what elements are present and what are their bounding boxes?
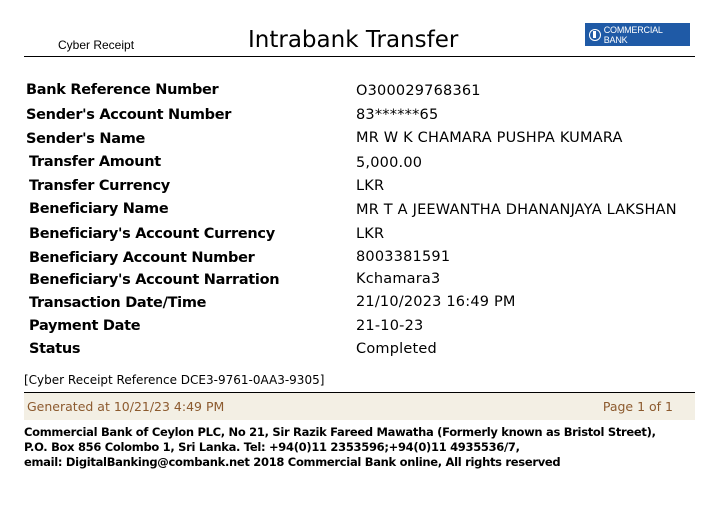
field-value-status: Completed [356, 341, 437, 357]
bank-logo-text: COMMERCIAL BANK [603, 24, 663, 45]
field-label-sender-name: Sender's Name [26, 131, 146, 147]
generated-bar [24, 392, 695, 420]
field-value-transaction-datetime: 21/10/2023 16:49 PM [356, 294, 516, 310]
footer [24, 425, 656, 470]
receipt-label: Cyber Receipt [58, 38, 135, 52]
footer-address-line: Commercial Bank of Ceylon PLC, No 21, Sir Razik Fareed Mawatha (Formerly known as Bristol Street), [24, 425, 656, 439]
field-label-transfer-currency: Transfer Currency [29, 178, 170, 194]
field-value-beneficiary-name: MR T A JEEWANTHA DHANANJAYA LAKSHAN [356, 202, 677, 218]
field-label-beneficiary-currency: Beneficiary's Account Currency [29, 226, 275, 242]
bank-logo [585, 23, 690, 46]
field-value-bank-reference: O300029768361 [356, 83, 481, 99]
field-value-beneficiary-account: 8003381591 [356, 249, 451, 265]
field-value-sender-account: 83******65 [356, 107, 439, 123]
generated-timestamp: Generated at 10/21/23 4:49 PM [27, 399, 225, 414]
bank-logo-icon [589, 29, 601, 41]
field-label-transaction-datetime: Transaction Date/Time [29, 295, 207, 311]
field-value-transfer-currency: LKR [356, 178, 385, 194]
footer-contact-line: P.O. Box 856 Colombo 1, Sri Lanka. Tel: +94(0)11 2353596;+94(0)11 4935536/7, [24, 440, 520, 454]
field-label-status: Status [29, 341, 81, 357]
field-value-sender-name: MR W K CHAMARA PUSHPA KUMARA [356, 130, 623, 146]
cyber-receipt-reference: [Cyber Receipt Reference DCE3-9761-0AA3-9305] [24, 373, 325, 387]
field-label-beneficiary-name: Beneficiary Name [29, 201, 169, 217]
field-label-beneficiary-narration: Beneficiary's Account Narration [29, 272, 280, 288]
field-value-payment-date: 21-10-23 [356, 318, 424, 334]
page-number: Page 1 of 1 [602, 399, 673, 414]
page-title: Intrabank Transfer [248, 27, 459, 53]
header-divider [24, 56, 695, 57]
field-value-beneficiary-narration: Kchamara3 [356, 271, 441, 287]
field-label-transfer-amount: Transfer Amount [29, 154, 161, 170]
field-label-payment-date: Payment Date [29, 318, 141, 334]
field-value-beneficiary-currency: LKR [356, 226, 385, 242]
field-label-sender-account: Sender's Account Number [26, 107, 232, 123]
footer-copyright-line: email: DigitalBanking@combank.net 2018 Commercial Bank online, All rights reserved [24, 455, 561, 469]
field-label-bank-reference: Bank Reference Number [26, 82, 219, 98]
field-value-transfer-amount: 5,000.00 [356, 155, 423, 171]
field-label-beneficiary-account: Beneficiary Account Number [29, 250, 255, 266]
